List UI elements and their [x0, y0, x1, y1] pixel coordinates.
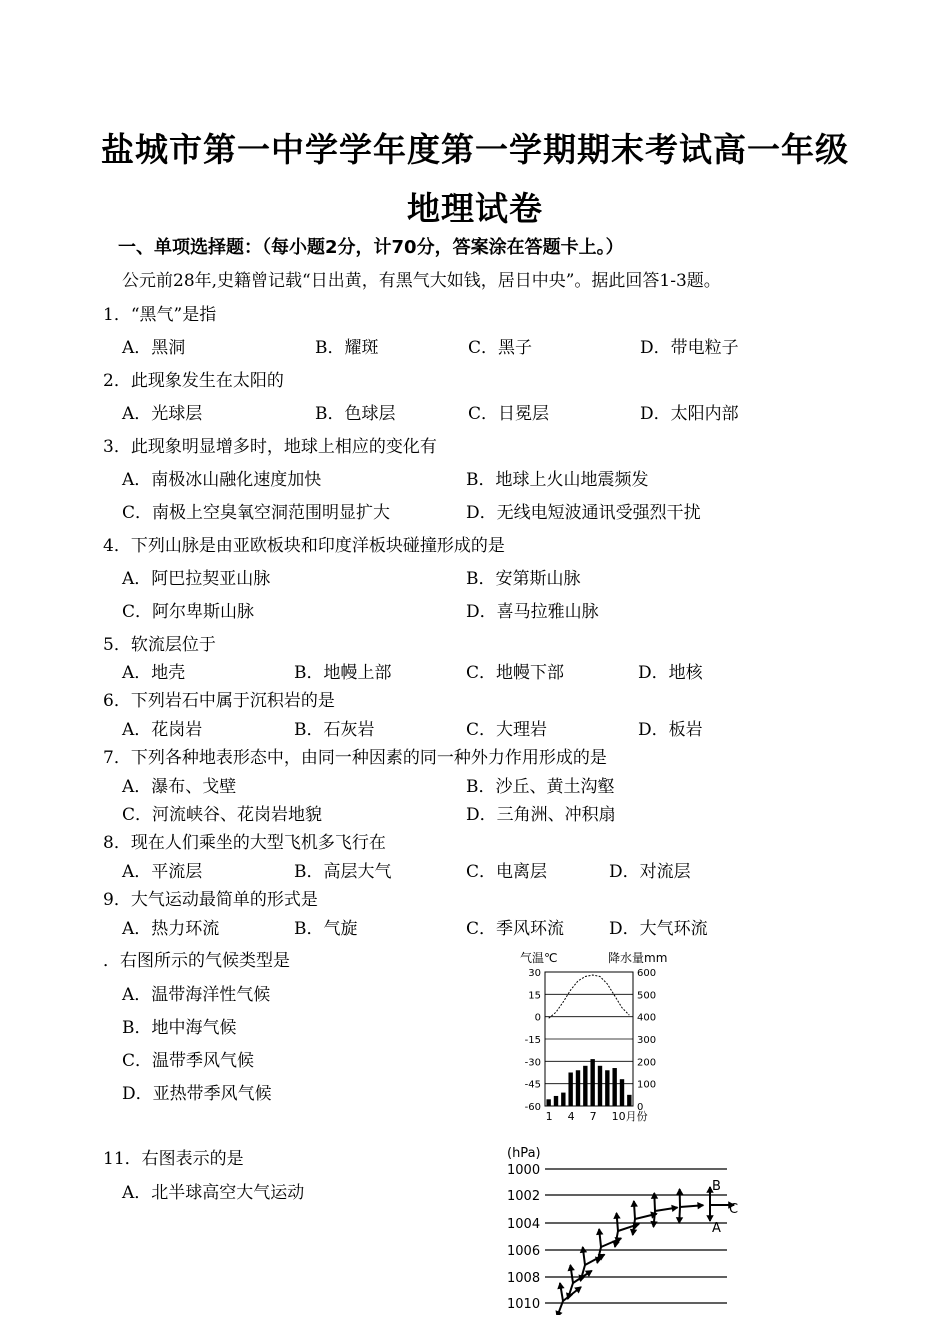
point-c-label: C	[729, 1202, 739, 1217]
temp-tick-label: 30	[528, 968, 541, 979]
precip-tick-label: 100	[637, 1079, 657, 1091]
friction-arrow-head	[613, 1241, 619, 1247]
q6-option-d: D．板岩	[638, 720, 703, 740]
q6-option-a: A．花岗岩	[122, 720, 203, 740]
month-tick-label: 1	[545, 1110, 553, 1123]
precipitation-bar	[576, 1070, 580, 1106]
precip-tick-label: 300	[637, 1035, 657, 1046]
climate-chart	[505, 948, 675, 1128]
question-5: 5．软流层位于	[103, 635, 216, 655]
q8-option-b: B．高层大气	[294, 862, 392, 882]
q2-option-a: A．光球层	[122, 404, 203, 424]
precip-tick-label: 400	[637, 1012, 657, 1024]
q5-option-d: D．地核	[638, 663, 703, 683]
q3-option-a: A．南极冰山融化速度加快	[122, 470, 322, 490]
temp-tick-label: -15	[524, 1035, 541, 1046]
q6-option-c: C．大理岩	[466, 720, 548, 740]
pressure-gradient-arrow-head	[631, 1201, 637, 1206]
q9-option-c: C．季风环流	[466, 919, 565, 939]
q9-option-b: B．气旋	[294, 919, 358, 939]
month-tick-label: 4	[567, 1110, 575, 1123]
q8-option-d: D．对流层	[609, 862, 691, 882]
q5-option-c: C．地幔下部	[466, 663, 565, 683]
point-a-label: A	[712, 1221, 721, 1236]
pressure-gradient-arrow-head	[558, 1283, 564, 1289]
temperature-curve	[549, 975, 630, 1018]
q2-option-b: B．色球层	[315, 404, 396, 424]
q3-option-b: B．地球上火山地震频发	[466, 470, 649, 490]
question-6: 6．下列岩石中属于沉积岩的是	[103, 691, 335, 711]
point-b-label: B	[712, 1179, 721, 1194]
exam-subtitle: 地理试卷	[407, 189, 543, 228]
q10-option-c: C．温带季风气候	[122, 1051, 255, 1071]
q5-option-b: B．地幔上部	[294, 663, 392, 683]
q7-option-a: A．瀑布、戈壁	[122, 777, 237, 797]
question-11: 11．右图表示的是	[103, 1149, 244, 1169]
precipitation-bar	[546, 1099, 550, 1106]
temp-tick-label: -30	[524, 1057, 541, 1069]
month-tick-label: 7	[589, 1110, 597, 1123]
q5-option-a: A．地壳	[122, 663, 186, 683]
isobar-label: 1006	[507, 1244, 541, 1259]
q10-option-a: A．温带海洋性气候	[122, 985, 271, 1005]
precipitation-bar	[620, 1079, 624, 1106]
question-4: 4．下列山脉是由亚欧板块和印度洋板块碰撞形成的是	[103, 536, 505, 556]
q10-option-d: D．亚热带季风气候	[122, 1084, 272, 1104]
friction-arrow-head	[677, 1218, 683, 1223]
precip-tick-label: 600	[637, 968, 657, 979]
q3-option-c: C．南极上空臭氧空洞范围明显扩大	[122, 503, 391, 523]
q8-option-a: A．平流层	[122, 862, 203, 882]
intro-text: 公元前28年,史籍曾记载“日出黄，有黑气大如钱，居日中央”。据此回答1-3题。	[122, 271, 721, 291]
q6-option-b: B．石灰岩	[294, 720, 375, 740]
isobar-label: 1002	[507, 1189, 541, 1204]
precipitation-bar	[561, 1093, 565, 1106]
climate-temp-label: 气温℃	[520, 951, 558, 965]
question-9: 9．大气运动最简单的形式是	[103, 890, 318, 910]
precipitation-bar	[627, 1095, 631, 1106]
friction-arrow-head	[556, 1311, 561, 1315]
q9-option-d: D．大气环流	[609, 919, 708, 939]
q4-option-d: D．喜马拉雅山脉	[466, 602, 599, 622]
climate-precip-label: 降水量mm	[608, 951, 668, 965]
precipitation-bar	[554, 1096, 558, 1106]
temp-tick-label: 15	[528, 990, 541, 1002]
exam-title: 盐城市第一中学学年度第一学期期末考试高一年级	[101, 130, 849, 169]
isobar-label: 1008	[507, 1271, 541, 1286]
precipitation-bar	[568, 1073, 572, 1107]
q4-option-c: C．阿尔卑斯山脉	[122, 602, 255, 622]
question-2: 2．此现象发生在太阳的	[103, 371, 284, 391]
month-tick-label: 10月份	[611, 1110, 648, 1123]
temp-tick-label: -45	[524, 1079, 541, 1091]
q7-option-c: C．河流峡谷、花岗岩地貌	[122, 805, 323, 825]
q1-option-b: B．耀斑	[315, 338, 379, 358]
question-3: 3．此现象明显增多时，地球上相应的变化有	[103, 437, 437, 457]
precip-tick-label: 500	[637, 990, 657, 1002]
precipitation-bar	[612, 1068, 616, 1106]
q1-option-a: A．黑洞	[122, 338, 186, 358]
pressure-gradient-arrow-head	[568, 1265, 574, 1271]
temp-tick-label: -60	[524, 1102, 541, 1113]
q8-option-c: C．电离层	[466, 862, 548, 882]
q1-option-c: C．黑子	[468, 338, 533, 358]
question-7: 7．下列各种地表形态中，由同一种因素的同一种外力作用形成的是	[103, 748, 607, 768]
q11-option-a: A．北半球高空大气运动	[122, 1183, 305, 1203]
q4-option-b: B．安第斯山脉	[466, 569, 581, 589]
isobar-label: 1004	[507, 1217, 541, 1232]
pressure-unit-label: (hPa)	[507, 1146, 541, 1161]
question-10: ．右图所示的气候类型是	[103, 951, 290, 971]
q7-option-b: B．沙丘、黄土沟壑	[466, 777, 615, 797]
isobar-label: 1010	[507, 1297, 541, 1312]
wind-arrow-head	[698, 1203, 703, 1209]
isobar-label: 1000	[507, 1163, 541, 1178]
q2-option-c: C．日冕层	[468, 404, 550, 424]
q2-option-d: D．太阳内部	[640, 404, 739, 424]
q7-option-d: D．三角洲、冲积扇	[466, 805, 616, 825]
precip-tick-label: 200	[637, 1057, 657, 1069]
pressure-wind-chart	[505, 1143, 745, 1315]
precipitation-bar	[583, 1066, 587, 1106]
question-8: 8．现在人们乘坐的大型飞机多飞行在	[103, 833, 386, 853]
q9-option-a: A．热力环流	[122, 919, 220, 939]
friction-arrow-head	[579, 1275, 585, 1281]
precipitation-bar	[605, 1070, 609, 1106]
friction-arrow-head	[651, 1221, 657, 1227]
section-heading: 一、单项选择题：（每小题2分，计70分，答案涂在答题卡上。）	[118, 237, 624, 258]
q3-option-d: D．无线电短波通讯受强烈干扰	[466, 503, 701, 523]
pressure-gradient-arrow-head	[652, 1193, 658, 1198]
q10-option-b: B．地中海气候	[122, 1018, 237, 1038]
precipitation-bar	[598, 1066, 602, 1106]
question-1: 1．“黑气”是指	[103, 305, 217, 325]
wind-arrow-head	[672, 1205, 678, 1211]
pressure-gradient-arrow-head	[597, 1229, 603, 1235]
pressure-gradient-arrow-head	[614, 1213, 620, 1218]
pressure-gradient-arrow-head	[677, 1189, 683, 1194]
friction-arrow-head	[631, 1229, 637, 1235]
q1-option-d: D．带电粒子	[640, 338, 739, 358]
precipitation-bar	[590, 1059, 594, 1106]
temp-tick-label: 0	[534, 1012, 541, 1024]
q4-option-a: A．阿巴拉契亚山脉	[122, 569, 271, 589]
precip-tick-label: 0	[637, 1102, 644, 1113]
